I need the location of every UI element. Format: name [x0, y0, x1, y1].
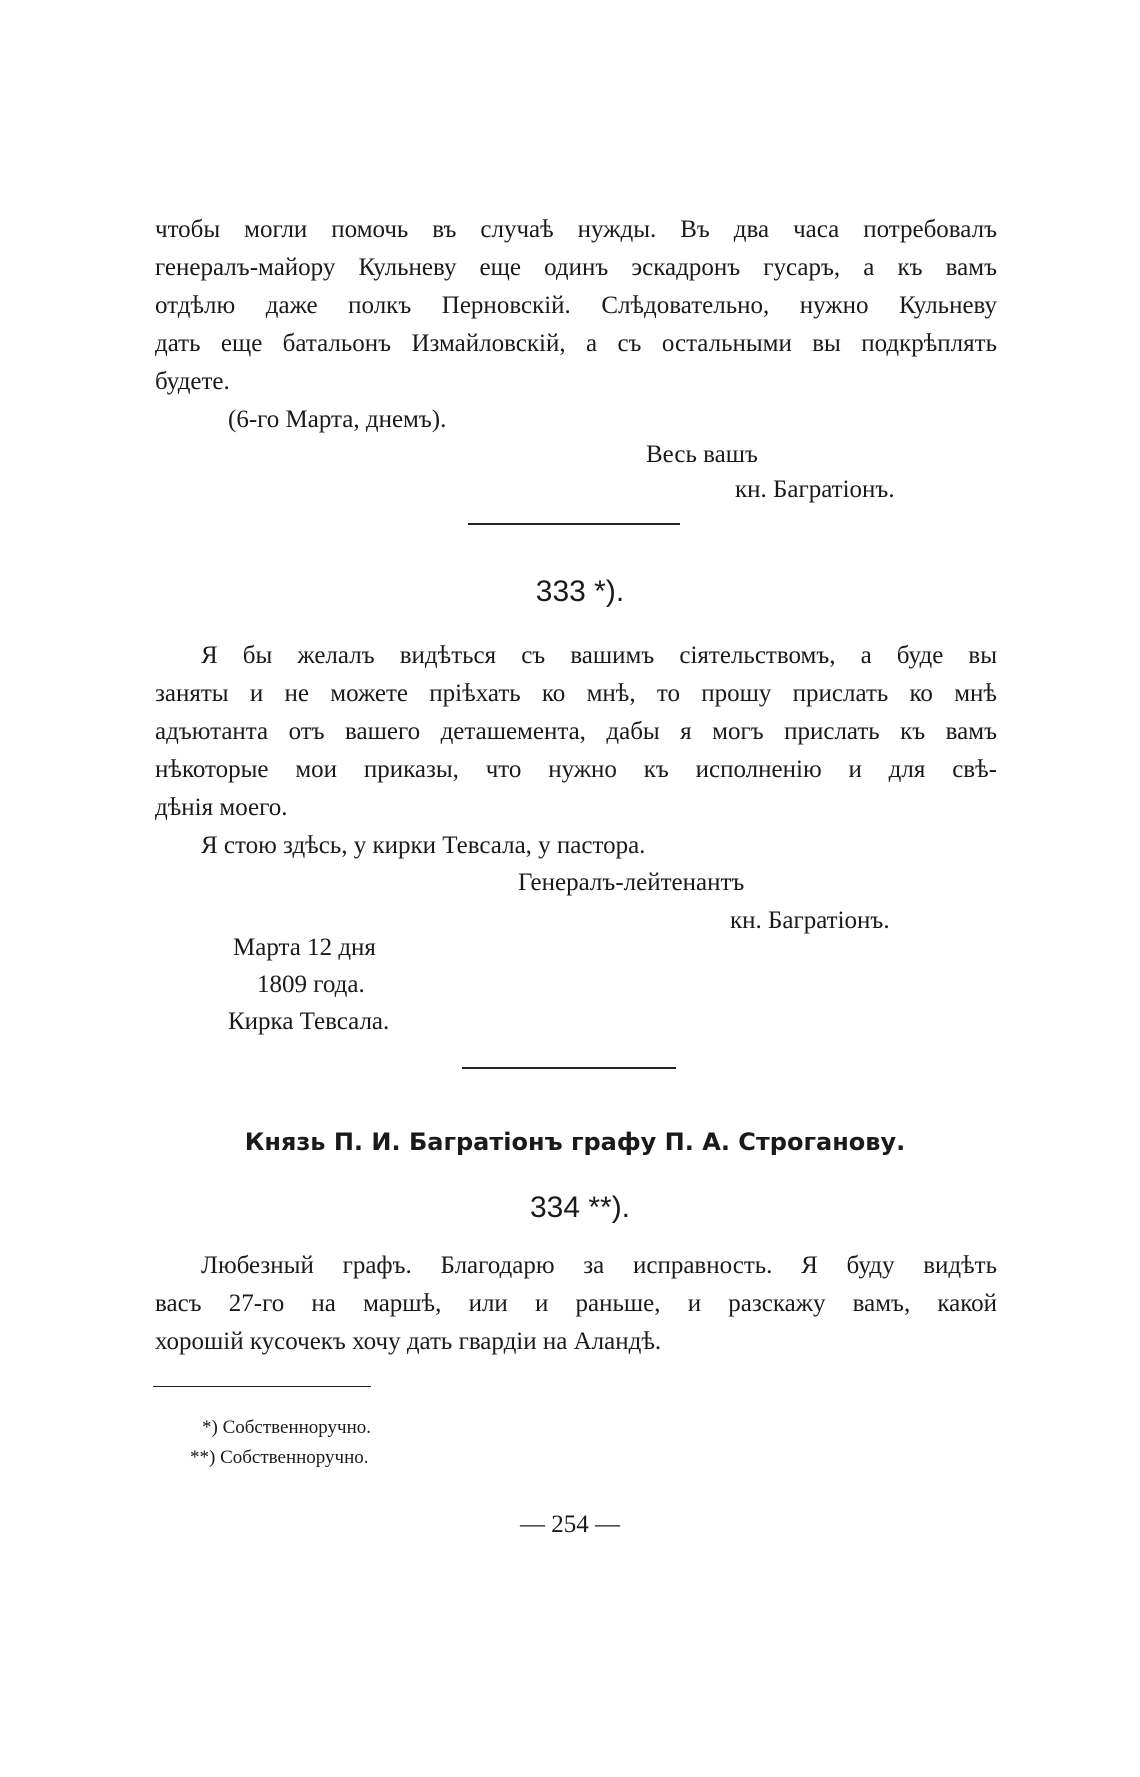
letter-332-dateline: (6-го Марта, днемъ).: [228, 406, 447, 433]
letter-333-paragraph: [155, 637, 997, 827]
text-line: дать еще батальонъ Измайловскій, а съ остальными вы подкрѣплять: [155, 330, 997, 357]
letter-333-location: Я стою здѣсь, у кирки Тевсала, у пастора.: [201, 832, 646, 859]
letter-332-signature: кн. Багратіонъ.: [735, 476, 895, 503]
section-divider: [462, 1067, 676, 1069]
page-number: — 254 —: [520, 1511, 620, 1538]
footnote-2: **) Собственноручно.: [190, 1447, 369, 1468]
text-line: дѣнія моего.: [155, 794, 288, 821]
letter-333-rank: Генералъ-лейтенантъ: [518, 869, 745, 896]
text-line: отдѣлю даже полкъ Перновскій. Слѣдовательно, нужно Кульневу: [155, 292, 997, 319]
footnote-divider: [153, 1386, 371, 1387]
letter-333-place: Кирка Тевсала.: [228, 1008, 390, 1035]
text-line: адъютанта отъ вашего деташемента, дабы я могъ прислать къ вамъ: [155, 718, 997, 745]
text-line: генералъ-майору Кульневу еще одинъ эскадронъ гусаръ, а къ вамъ: [155, 254, 997, 281]
letter-334-paragraph: [155, 1247, 997, 1361]
text-line: чтобы могли помочь въ случаѣ нужды. Въ два часа потребовалъ: [155, 216, 997, 243]
letter-333-year: 1809 года.: [257, 971, 365, 998]
text-line: нѣкоторые мои приказы, что нужно къ исполненію и для свѣ-: [155, 756, 997, 783]
text-line: будете.: [155, 368, 230, 395]
letter-333-date: Марта 12 дня: [233, 934, 376, 961]
footnote-1: *) Собственноручно.: [202, 1417, 372, 1438]
text-line: хорошій кусочекъ хочу дать гвардіи на Аландѣ.: [155, 1328, 662, 1355]
section-divider: [468, 523, 680, 525]
text-line: Я бы желалъ видѣться съ вашимъ сіятельствомъ, а буде вы: [201, 642, 997, 669]
letter-332-paragraph: [155, 211, 997, 401]
text-line: Любезный графъ. Благодарю за исправность. Я буду видѣть: [201, 1252, 997, 1279]
letter-332-closing: Весь вашъ: [646, 441, 758, 468]
document-number-333: 333 *).: [535, 575, 625, 608]
text-line: васъ 27-го на маршѣ, или и раньше, и разскажу вамъ, какой: [155, 1290, 997, 1317]
section-heading: Князь П. И. Багратіонъ графу П. А. Строганову.: [244, 1128, 906, 1156]
letter-333-signature: кн. Багратіонъ.: [730, 907, 890, 934]
text-line: заняты и не можете пріѣхать ко мнѣ, то прошу прислать ко мнѣ: [155, 680, 997, 707]
document-number-334: 334 **).: [529, 1191, 631, 1224]
